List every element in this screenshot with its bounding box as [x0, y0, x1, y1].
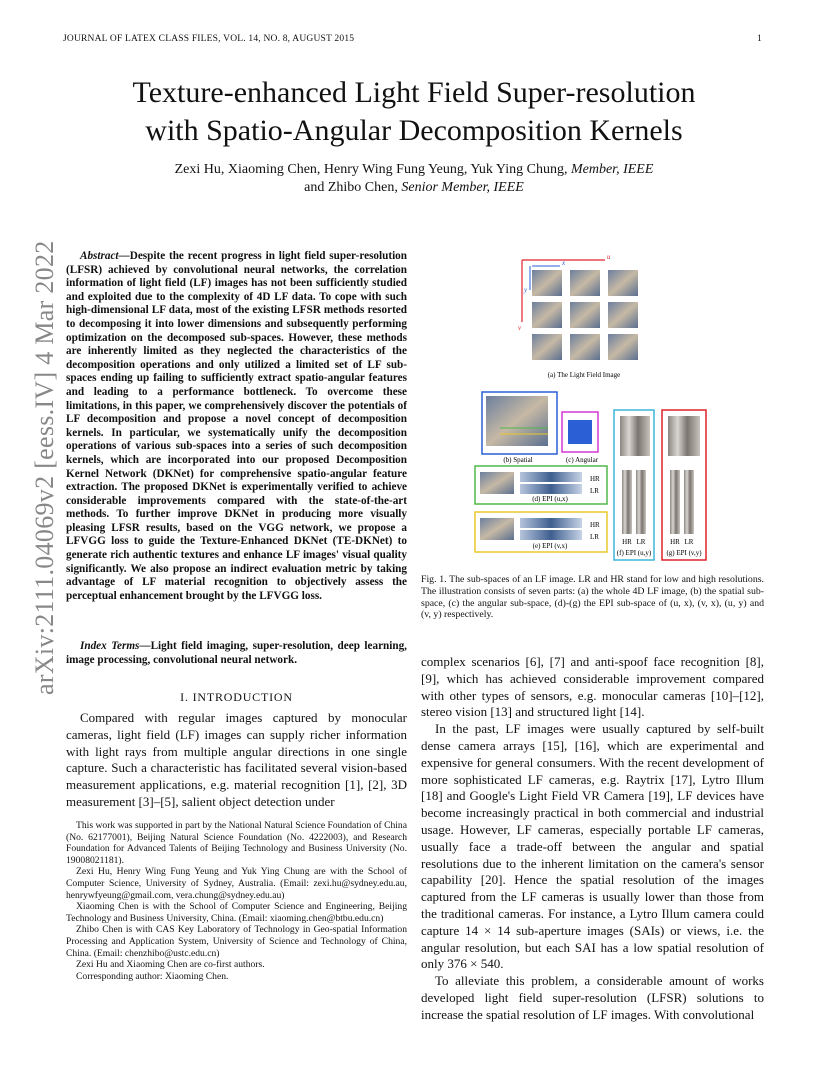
label-c: (c) Angular [565, 456, 599, 464]
authors [60, 161, 768, 197]
footnote-funding: This work was supported in part by the National Natural Science Foundation of China (No. 62177001), Beijing Natural Science Foundation (No. 4222003), and Research Foundation for Advanced Talents of Beijing Technology and Business University (No. 19008021181). [66, 820, 407, 866]
authors-role-2: Senior Member, IEEE [401, 180, 524, 195]
footnotes [66, 820, 407, 982]
right-column-text [421, 654, 764, 1024]
authors-line-2: and Zhibo Chen, [304, 180, 402, 195]
label-f: (f) EPI (u,y) [616, 549, 652, 557]
authors-line-1: Zexi Hu, Xiaoming Chen, Henry Wing Fung Yeung, Yuk Ying Chung, [174, 162, 571, 177]
g-lr: LR [684, 538, 694, 546]
index-terms [66, 640, 407, 667]
g-hr: HR [670, 538, 680, 546]
footnote-affiliation-1: Zexi Hu, Henry Wing Fung Yeung and Yuk Ying Chung are with the School of Computer Science, University of Sydney, Australia. (Email: zexi.hu@sydney.edu.au, henrywfyeung@gmail.com, vera.chung@sydney.edu.au) [66, 866, 407, 901]
right-para-2: In the past, LF images were usually captured by self-built dense camera arrays [15], [16], which are experimental and expensive for general consumers. With the recent development of more sophisticated LF cameras, e.g. Raytrix [17], Lytro Illum [18] and Google's Light Field VR Camera [19], LF devices have become increasingly practical in both commercial and industrial usage. However, LF cameras, especially portable LF cameras, usually face a trade-off between the angular and spatial resolutions due to the inherent limitation on the camera's sensor capability [20]. Hence the spatial resolution of the images captured from the LF cameras is usually lower than those from the traditional cameras. For instance, a Lytro Illum camera could capture 14 × 14 sub-aperture images (SAIs) or views, i.e. the angular resolution, but each SAI has a low spatial resolution of only 376 × 540. [421, 721, 764, 972]
section-heading: I. INTRODUCTION [180, 690, 293, 704]
f-hr: HR [622, 538, 632, 546]
d-lr: LR [590, 487, 599, 495]
label-b: (b) Spatial [503, 456, 533, 464]
abstract-label: Abstract [80, 250, 119, 262]
d-hr: HR [590, 475, 600, 483]
intro-paragraph [66, 710, 407, 811]
intro-text: Compared with regular images captured by monocular cameras, light field (LF) images can supply richer information with light rays from multiple angular directions in one single capture. Such a characteristic has facilitated several vision-based measurement applications, e.g. material recognition [1], [2], 3D measurement [3]–[5], salient object detection under [66, 710, 407, 809]
axis-y: y [524, 286, 528, 294]
label-e: (e) EPI (v,x) [532, 542, 568, 550]
axis-u: u [607, 253, 611, 261]
footnote-affiliation-3: Zhibo Chen is with CAS Key Laboratory of Technology in Geo-spatial Information Processing and Application System, University of Science and Technology of China, China. (Email: chenzhibo@ustc.edu.cn) [66, 924, 407, 959]
title-line-1: Texture-enhanced Light Field Super-resolution [132, 76, 696, 109]
footnote-affiliation-2: Xiaoming Chen is with the School of Computer Science and Engineering, Beijing Technology and Business University, China. (Email: xiaoming.chen@btbu.edu.cn) [66, 901, 407, 924]
e-hr: HR [590, 521, 600, 529]
index-terms-text: —Light field imaging, super-resolution, deep learning, image processing, convolutional neural network. [66, 640, 407, 666]
f-lr: LR [636, 538, 646, 546]
page-number: 1 [757, 34, 762, 44]
figure-caption: Fig. 1. The sub-spaces of an LF image. LR and HR stand for low and high resolutions. The illustration consists of seven parts: (a) the whole 4D LF image, (b) the spatial sub-space, (c) the angular sub-space, (d)-(g) the EPI sub-space of (u, x), (v, x), (u, y) and (v, y) respectively. [421, 574, 764, 621]
title-line-2: with Spatio-Angular Decomposition Kernels [145, 114, 683, 147]
label-a: (a) The Light Field Image [547, 371, 621, 379]
lf-grid [532, 270, 638, 360]
authors-role-1: Member, IEEE [570, 162, 654, 177]
right-para-3: To alleviate this problem, a considerable amount of works developed light field super-resolution (LFSR) solutions to increase the spatial resolution of LF images. With convolutional [421, 973, 764, 1022]
arxiv-stamp: arXiv:2111.04069v2 [eess.IV] 4 Mar 2022 [30, 240, 59, 695]
right-para-1: complex scenarios [6], [7] and anti-spoof face recognition [8], [9], which has achieved considerable improvement compared with other types of sensors, e.g. monocular cameras [10]–[12], stereo vision [13] and structured light [14]. [421, 654, 764, 720]
index-terms-label: Index Terms [80, 640, 140, 652]
axis-x: x [562, 259, 566, 267]
figure-1 [470, 250, 770, 570]
e-lr: LR [590, 533, 599, 541]
journal-header: JOURNAL OF LATEX CLASS FILES, VOL. 14, NO. 8, AUGUST 2015 [63, 34, 355, 44]
abstract [66, 250, 407, 603]
paper-title [60, 74, 768, 150]
footnote-cofirst: Zexi Hu and Xiaoming Chen are co-first authors. [76, 959, 265, 971]
label-d: (d) EPI (u,x) [532, 495, 568, 503]
abstract-text: —Despite the recent progress in light field super-resolution (LFSR) achieved by convolutional neural networks, the correlation information of light field (LF) images has not been sufficiently studied and exploited due to the complexity of 4D LF data. To cope with such high-dimensional LF data, most of the existing LFSR methods resorted to decomposing it into lower dimensions and subsequently performing optimization on the decomposed sub-spaces. However, these methods are inherently limited as they neglected the characteristics of the decomposition operations and only utilized a limited set of LF sub-spaces ending up failing to sufficiently extract spatio-angular features and leading to a performance bottleneck. To overcome these limitations, in this paper, we comprehensively discover the potentials of LF decomposition and propose a novel concept of decomposition kernels. In particular, we systematically unify the decomposition operations of various sub-spaces into a series of such decomposition kernels, which are incorporated into our proposed Decomposition Kernel Network (DKNet) for comprehensive spatio-angular feature extraction. The proposed DKNet is experimentally verified to achieve considerable improvements compared with the state-of-the-art methods. To further improve DKNet in producing more visually pleasing LFSR results, based on the VGG network, we propose a LFVGG loss to guide the Texture-Enhanced DKNet (TE-DKNet) to generate rich authentic textures and enhance LF images' visual quality significantly. We also propose an indirect evaluation metric by taking advantage of LF material recognition to objectively assess the perceptual enhancement brought by the LFVGG loss. [66, 250, 407, 602]
label-g: (g) EPI (v,y) [666, 549, 702, 557]
axis-v: v [518, 324, 522, 332]
footnote-corresponding: Corresponding author: Xiaoming Chen. [76, 970, 229, 982]
